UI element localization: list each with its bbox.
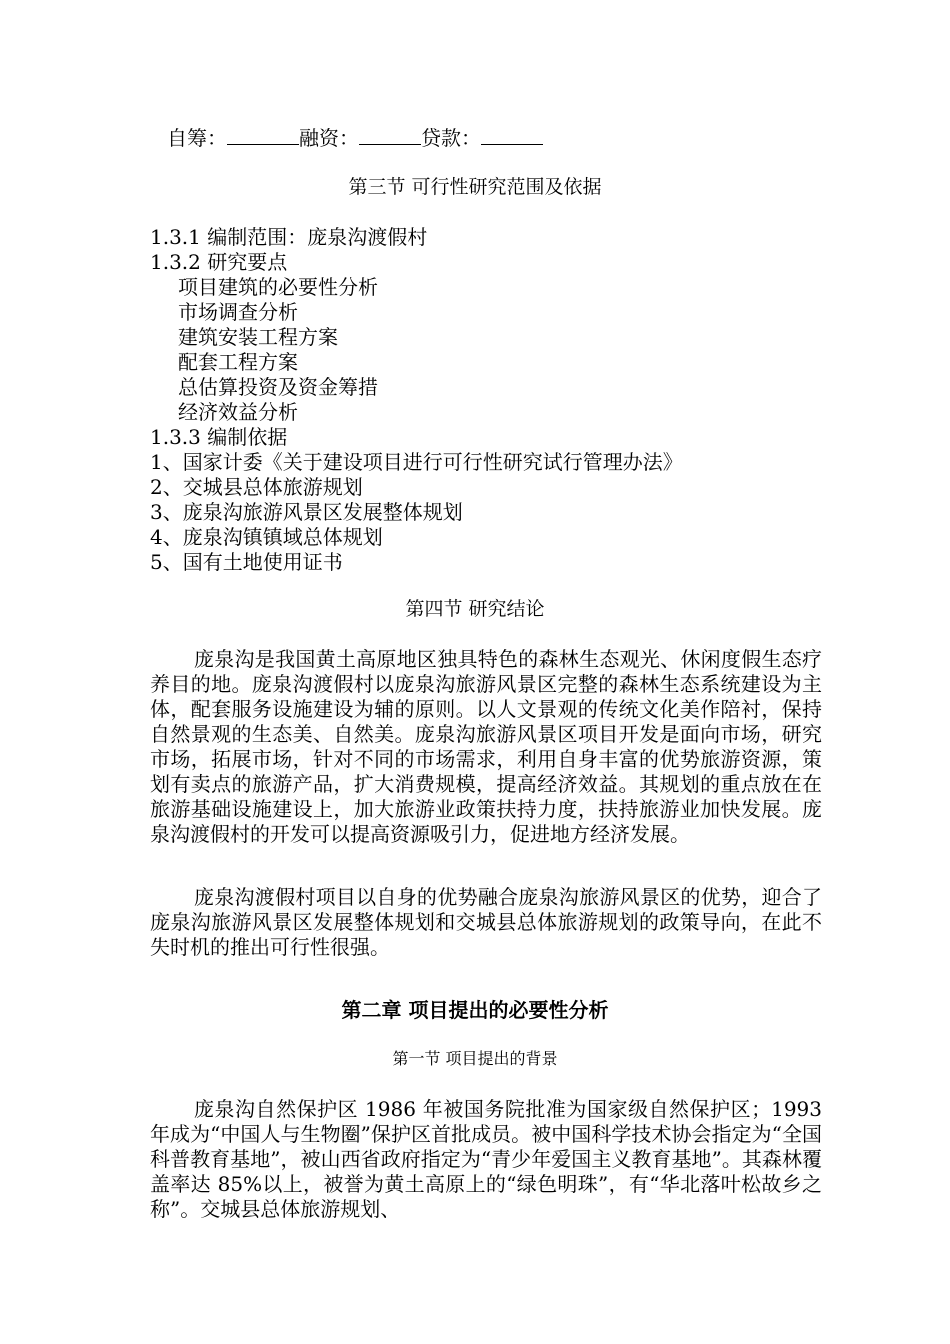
conclusion-paragraph: 庞泉沟是我国黄土高原地区独具特色的森林生态观光、休闲度假生态疗养目的地。庞泉沟渡假村以庞泉沟旅游风景区完整的森林生态系统建设为主体，配套服务设施建设为辅的原则。以人文景观的传统文化美作陪衬，保持自然景观的生态美、自然美。庞泉沟旅游风景区项目开发是面向市场，研究市场，拓展市场，针对不同的市场需求，利用自身丰富的优势旅游资源，策划有卖点的旅游产品，扩大消费规模，提高经济效益。其规划的重点放在在旅游基础设施建设上，加大旅游业政策扶持力度，扶持旅游业加快发展。庞泉沟渡假村的开发可以提高资源吸引力，促进地方经济发展。 [150, 647, 822, 846]
section3-title: 第三节 可行性研究范围及依据 [348, 176, 602, 198]
financing-blank [359, 124, 421, 145]
basis-item: 2、交城县总体旅游规划 [150, 475, 363, 499]
conclusion-paragraph: 庞泉沟渡假村项目以自身的优势融合庞泉沟旅游风景区的优势，迎合了庞泉沟旅游风景区发展整体规划和交城县总体旅游规划的政策导向，在此不失时机的推出可行性很强。 [150, 885, 822, 959]
self-funding-label: 自筹： [167, 126, 227, 150]
key-point-item: 总估算投资及资金筹措 [178, 375, 378, 399]
key-point-item: 经济效益分析 [178, 400, 298, 424]
basis-item: 4、庞泉沟镇镇域总体规划 [150, 525, 383, 549]
funding-line [167, 124, 543, 151]
loan-blank [481, 124, 543, 145]
financing-label: 融资： [299, 126, 359, 150]
scope-item: 1.3.1 编制范围：庞泉沟渡假村 [150, 225, 428, 249]
chapter2-section1-title: 第一节 项目提出的背景 [392, 1049, 558, 1068]
basis-item: 5、国有土地使用证书 [150, 550, 343, 574]
background-paragraph: 庞泉沟自然保护区 1986 年被国务院批准为国家级自然保护区；1993 年成为“中国人与生物圈”保护区首批成员。被中国科学技术协会指定为“全国科普教育基地”，被山西省政府指定为“青少年爱国主义教育基地”。其森林覆盖率达 85%以上，被誉为黄土高原上的“绿色明珠”，有“华北落叶松故乡之称”。交城县总体旅游规划、 [150, 1097, 822, 1221]
key-point-item: 项目建筑的必要性分析 [178, 275, 378, 299]
basis-item: 3、庞泉沟旅游风景区发展整体规划 [150, 500, 463, 524]
chapter2-title: 第二章 项目提出的必要性分析 [341, 998, 609, 1022]
loan-label: 贷款： [421, 126, 481, 150]
self-funding-blank [227, 124, 299, 145]
key-point-item: 配套工程方案 [178, 350, 298, 374]
key-point-item: 建筑安装工程方案 [178, 325, 338, 349]
section4-title: 第四节 研究结论 [405, 598, 545, 620]
basis-item: 1、国家计委《关于建设项目进行可行性研究试行管理办法》 [150, 450, 683, 474]
key-points-heading: 1.3.2 研究要点 [150, 250, 288, 274]
basis-heading: 1.3.3 编制依据 [150, 425, 288, 449]
key-point-item: 市场调查分析 [178, 300, 298, 324]
section3-list [150, 225, 683, 575]
